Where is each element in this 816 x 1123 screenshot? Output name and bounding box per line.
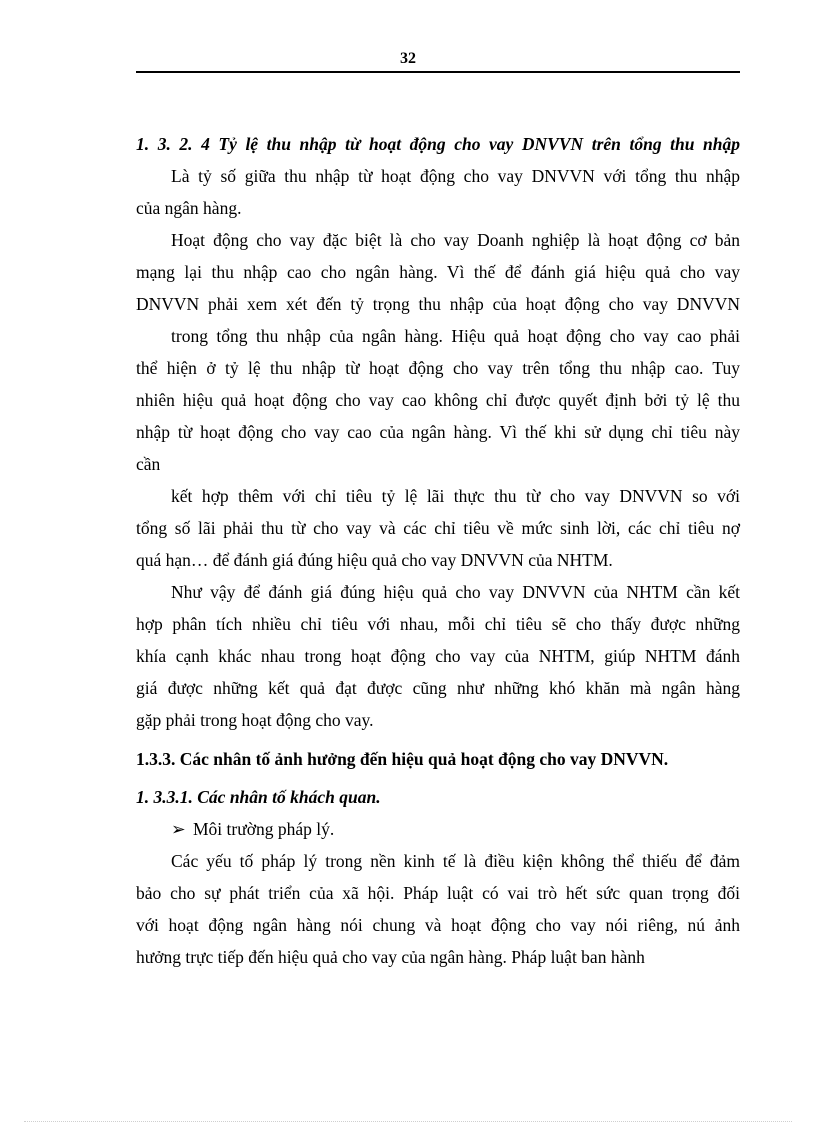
text-line: Hoạt động cho vay đặc biệt là cho vay Doanh nghiệp là hoạt động cơ bản bbox=[171, 230, 740, 250]
text-line: khía cạnh khác nhau trong hoạt động cho vay của NHTM, giúp NHTM đánh bbox=[136, 646, 740, 666]
section-heading-1-3-3-1: 1. 3.3.1. Các nhân tố khách quan. bbox=[136, 787, 381, 807]
section-heading-1-3-3: 1.3.3. Các nhân tố ảnh hưởng đến hiệu quả hoạt động cho vay DNVVN. bbox=[136, 749, 669, 769]
text-line: quá hạn… để đánh giá đúng hiệu quả cho vay DNVVN của NHTM. bbox=[136, 550, 613, 570]
text-line: của ngân hàng. bbox=[136, 198, 242, 218]
text-line: mạng lại thu nhập cao cho ngân hàng. Vì thế để đánh giá hiệu quả cho vay bbox=[136, 262, 740, 282]
bullet-item-legal-environment bbox=[171, 818, 740, 840]
text-line: DNVVN phải xem xét đến tỷ trọng thu nhập của hoạt động cho vay DNVVN bbox=[136, 294, 740, 314]
text-line: tổng số lãi phải thu từ cho vay và các chỉ tiêu về mức sinh lời, các chỉ tiêu nợ bbox=[136, 518, 740, 538]
text-line: hưởng trực tiếp đến hiệu quả cho vay của ngân hàng. Pháp luật ban hành bbox=[136, 947, 645, 967]
section-heading-1-3-2-4: 1. 3. 2. 4 Tỷ lệ thu nhập từ hoạt động cho vay DNVVN trên tổng thu nhập bbox=[136, 134, 740, 154]
header-rule bbox=[136, 71, 740, 73]
footer-rule bbox=[24, 1121, 792, 1122]
text-line: thể hiện ở tỷ lệ thu nhập từ hoạt động cho vay trên tổng thu nhập cao. Tuy bbox=[136, 358, 740, 378]
text-line: nhiên hiệu quả hoạt động cho vay cao không chỉ được quyết định bởi tỷ lệ thu bbox=[136, 390, 740, 410]
text-line: gặp phải trong hoạt động cho vay. bbox=[136, 710, 374, 730]
text-line: nhập từ hoạt động cho vay cao của ngân hàng. Vì thế khi sử dụng chỉ tiêu này bbox=[136, 422, 740, 442]
text-line: Các yếu tố pháp lý trong nền kinh tế là điều kiện không thể thiếu để đảm bbox=[171, 851, 740, 871]
text-line: giá được những kết quả đạt được cũng như những khó khăn mà ngân hàng bbox=[136, 678, 740, 698]
text-line: với hoạt động ngân hàng nói chung và hoạt động cho vay nói riêng, nú ảnh bbox=[136, 915, 740, 935]
text-line: hợp phân tích nhiều chỉ tiêu với nhau, mỗi chỉ tiêu sẽ cho thấy được những bbox=[136, 614, 740, 634]
text-line: cần bbox=[136, 454, 161, 474]
arrow-bullet-icon: ➢ bbox=[171, 819, 186, 839]
text-line: kết hợp thêm với chỉ tiêu tỷ lệ lãi thực thu từ cho vay DNVVN so với bbox=[171, 486, 740, 506]
page-number: 32 bbox=[400, 50, 416, 67]
text-line: Là tỷ số giữa thu nhập từ hoạt động cho vay DNVVN với tổng thu nhập bbox=[171, 166, 740, 186]
text-line: trong tổng thu nhập của ngân hàng. Hiệu quả hoạt động cho vay cao phải bbox=[171, 326, 740, 346]
bullet-text: Môi trường pháp lý. bbox=[193, 819, 335, 839]
text-line: bảo cho sự phát triển của xã hội. Pháp luật có vai trò hết sức quan trọng đối bbox=[136, 883, 740, 903]
text-line: Như vậy để đánh giá đúng hiệu quả cho vay DNVVN của NHTM cần kết bbox=[171, 582, 740, 602]
